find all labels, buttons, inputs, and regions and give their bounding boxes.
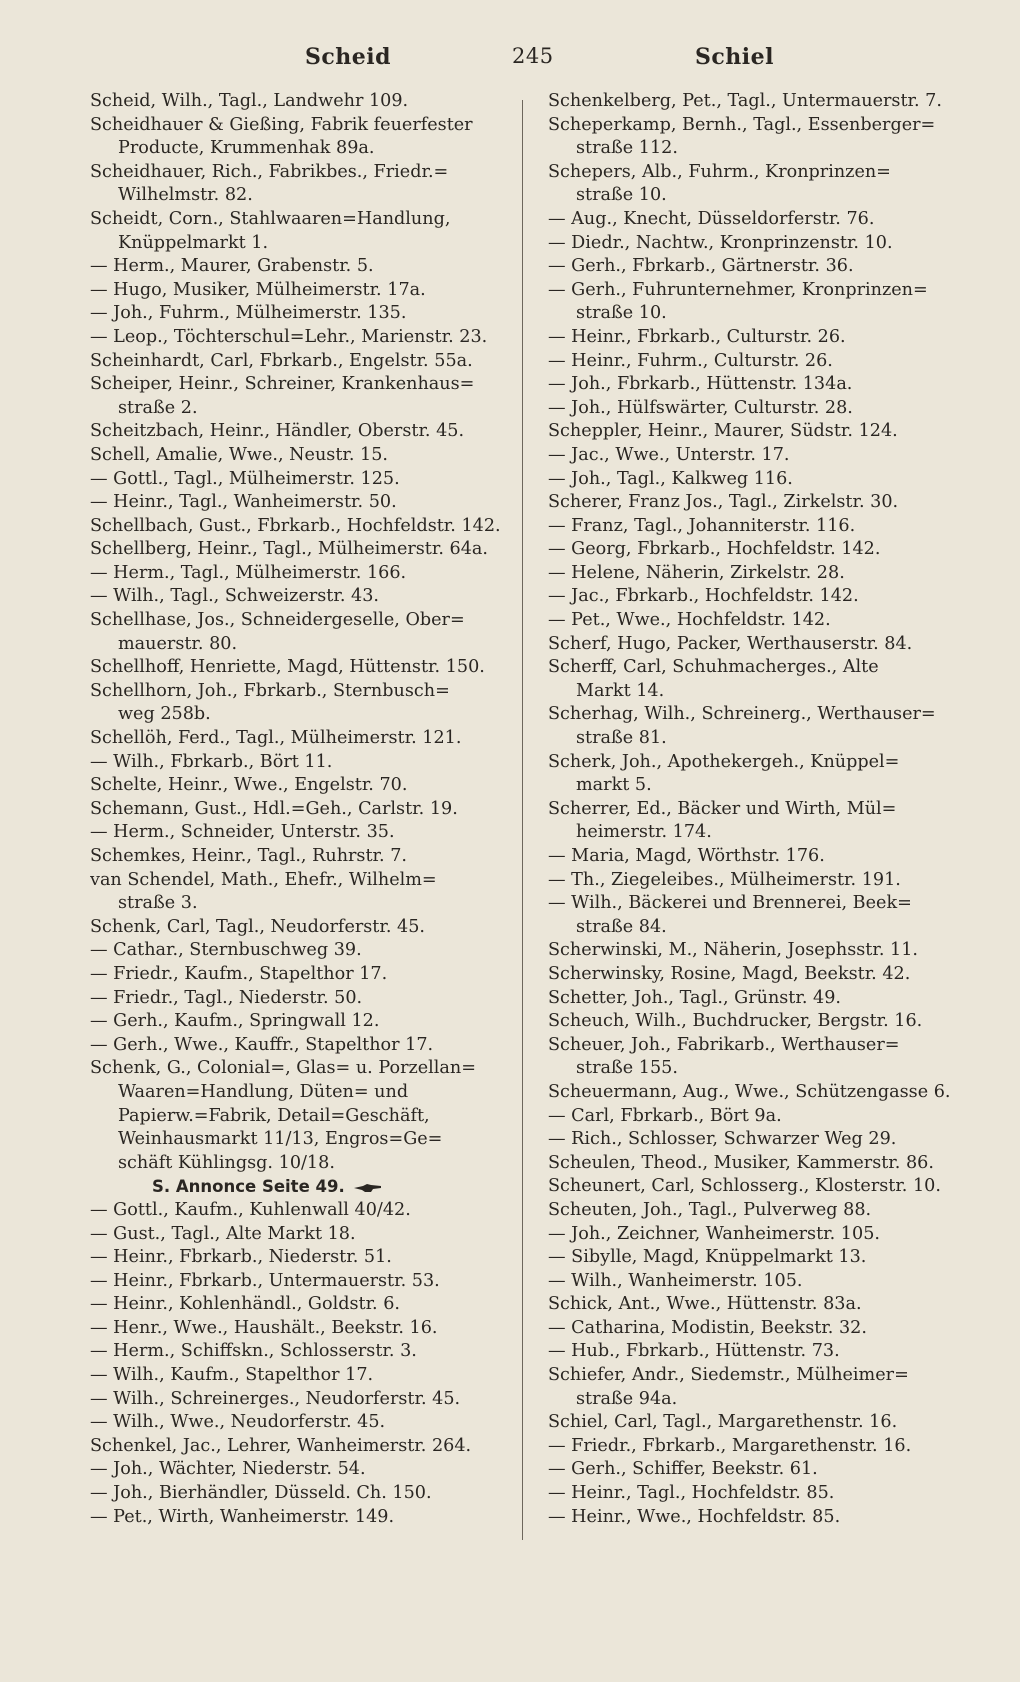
directory-entry — [90, 845, 510, 869]
directory-entry — [90, 137, 510, 161]
directory-entry — [90, 1482, 510, 1506]
directory-entry — [90, 1317, 510, 1341]
entry-text: — Rich., Schlosser, Schwarzer Weg 29. — [548, 1129, 897, 1150]
directory-entry — [90, 1388, 510, 1412]
directory-entry — [90, 656, 510, 680]
directory-entry — [548, 751, 976, 775]
entry-text: — Helene, Näherin, Zirkelstr. 28. — [548, 562, 845, 583]
entry-text: straße 112. — [576, 138, 678, 159]
entry-text: — Hugo, Musiker, Mülheimerstr. 17a. — [90, 279, 426, 300]
entry-text: straße 10. — [576, 185, 667, 206]
directory-entry — [548, 892, 976, 916]
directory-entry — [548, 1152, 976, 1176]
entry-text: — Franz, Tagl., Johanniterstr. 116. — [548, 515, 856, 536]
entry-text: Schenkel, Jac., Lehrer, Wanheimerstr. 264. — [90, 1435, 472, 1456]
entry-text: Scheid, Wilh., Tagl., Landwehr 109. — [90, 91, 409, 111]
directory-entry — [548, 1317, 976, 1341]
directory-entry — [548, 727, 976, 751]
directory-entry — [548, 703, 976, 727]
entry-text: — Gerh., Fbrkarb., Gärtnerstr. 36. — [548, 256, 854, 277]
directory-entry — [90, 609, 510, 633]
entry-text: Schellhoff, Henriette, Magd, Hüttenstr. 150. — [90, 657, 485, 678]
entry-text: — Heinr., Tagl., Hochfeldstr. 85. — [548, 1483, 835, 1504]
directory-entry — [548, 420, 976, 444]
directory-entry — [548, 987, 976, 1011]
directory-entry — [548, 1246, 976, 1270]
directory-entry — [548, 491, 976, 515]
directory-entry — [548, 1175, 976, 1199]
directory-entry — [548, 1293, 976, 1317]
entry-text: — Sibylle, Magd, Knüppelmarkt 13. — [548, 1247, 867, 1268]
entry-text: heimerstr. 174. — [576, 822, 712, 843]
entry-text: Schellöh, Ferd., Tagl., Mülheimerstr. 121. — [90, 728, 462, 749]
entry-text: — Gottl., Tagl., Mülheimerstr. 125. — [90, 468, 400, 489]
directory-entry — [90, 468, 510, 492]
directory-entry — [548, 350, 976, 374]
directory-entry — [548, 821, 976, 845]
entry-text: Schenk, G., Colonial=, Glas= u. Porzellan= — [90, 1058, 476, 1079]
entry-text: Schiel, Carl, Tagl., Margarethenstr. 16. — [548, 1412, 898, 1433]
entry-text: Schemann, Gust., Hdl.=Geh., Carlstr. 19. — [90, 798, 458, 819]
entry-text: — Wilh., Bäckerei und Brennerei, Beek= — [548, 893, 912, 914]
entry-text: — Diedr., Nachtw., Kronprinzenstr. 10. — [548, 232, 893, 253]
directory-entry — [548, 609, 976, 633]
directory-entry — [90, 373, 510, 397]
directory-entry — [548, 326, 976, 350]
directory-entry — [90, 633, 510, 657]
entry-text: — Herm., Maurer, Grabenstr. 5. — [90, 256, 374, 277]
directory-entry — [548, 255, 976, 279]
entry-text: — Gerh., Wwe., Kauffr., Stapelthor 17. — [90, 1034, 434, 1055]
entry-text: — Friedr., Fbrkarb., Margarethenstr. 16. — [548, 1435, 912, 1456]
directory-entry — [548, 916, 976, 940]
directory-entry — [90, 585, 510, 609]
directory-entry — [548, 562, 976, 586]
directory-entry — [548, 279, 976, 303]
entry-text: Schellbach, Gust., Fbrkarb., Hochfeldstr. 142. — [90, 515, 501, 536]
entry-text: — Carl, Fbrkarb., Bört 9a. — [548, 1105, 782, 1126]
entry-text: Schenkelberg, Pet., Tagl., Untermauerstr. 7. — [548, 91, 942, 111]
page-number: 245 — [512, 44, 554, 68]
entry-text: Schick, Ant., Wwe., Hüttenstr. 83a. — [548, 1294, 862, 1315]
directory-entry — [90, 326, 510, 350]
entry-text: Scheidhauer, Rich., Fabrikbes., Friedr.= — [90, 161, 449, 182]
entry-text: Scheunert, Carl, Schlosserg., Klosterstr. 10. — [548, 1176, 941, 1197]
directory-entry — [548, 538, 976, 562]
right-column — [548, 90, 976, 1529]
entry-text: Scheuer, Joh., Fabrikarb., Werthauser= — [548, 1034, 900, 1055]
entry-text: — Gerh., Fuhrunternehmer, Kronprinzen= — [548, 279, 928, 300]
entry-text: — Heinr., Fbrkarb., Niederstr. 51. — [90, 1247, 392, 1268]
entry-text: Schiefer, Andr., Siedemstr., Mülheimer= — [548, 1365, 909, 1386]
pointing-hand-icon — [353, 1183, 383, 1193]
entry-text: — Joh., Bierhändler, Düsseld. Ch. 150. — [90, 1483, 432, 1504]
entry-text: Scheperkamp, Bernh., Tagl., Essenberger= — [548, 114, 936, 135]
entry-text: — Pet., Wirth, Wanheimerstr. 149. — [90, 1506, 395, 1527]
entry-text: Scherff, Carl, Schuhmacherges., Alte — [548, 657, 879, 678]
directory-entry — [90, 1270, 510, 1294]
entry-text: Producte, Krummenhak 89a. — [118, 138, 375, 159]
directory-entry — [548, 1128, 976, 1152]
entry-text: — Hub., Fbrkarb., Hüttenstr. 73. — [548, 1341, 840, 1362]
directory-entry — [548, 1270, 976, 1294]
directory-entry — [90, 727, 510, 751]
entry-text: — Herm., Schneider, Unterstr. 35. — [90, 822, 395, 843]
entry-text: — Joh., Zeichner, Wanheimerstr. 105. — [548, 1223, 880, 1244]
directory-entry — [90, 255, 510, 279]
entry-text: weg 258b. — [118, 704, 211, 725]
directory-entry — [90, 1081, 510, 1105]
entry-text: Scheuch, Wilh., Buchdrucker, Bergstr. 16. — [548, 1011, 923, 1032]
directory-entry — [548, 444, 976, 468]
directory-entry — [548, 515, 976, 539]
directory-entry — [90, 680, 510, 704]
directory-entry — [548, 184, 976, 208]
entry-text: Weinhausmarkt 11/13, Engros=Ge= — [118, 1129, 443, 1150]
directory-entry — [90, 1010, 510, 1034]
entry-text: straße 84. — [576, 916, 667, 937]
directory-entry — [548, 656, 976, 680]
directory-entry — [90, 491, 510, 515]
directory-entry — [548, 397, 976, 421]
entry-text: — Catharina, Modistin, Beekstr. 32. — [548, 1317, 867, 1338]
entry-text: — Joh., Wächter, Niederstr. 54. — [90, 1459, 366, 1480]
entry-text: Scheulen, Theod., Musiker, Kammerstr. 86. — [548, 1152, 934, 1173]
entry-text: markt 5. — [576, 775, 652, 796]
directory-entry — [90, 1105, 510, 1129]
entry-text: Schelte, Heinr., Wwe., Engelstr. 70. — [90, 775, 408, 796]
directory-entry — [548, 633, 976, 657]
directory-entry — [90, 538, 510, 562]
annonce-reference — [90, 1175, 510, 1199]
entry-text: Scherk, Joh., Apothekergeh., Knüppel= — [548, 751, 900, 772]
entry-text: — Jac., Wwe., Unterstr. 17. — [548, 444, 790, 465]
entry-text: — Wilh., Fbrkarb., Bört 11. — [90, 751, 333, 772]
directory-entry — [548, 1034, 976, 1058]
entry-text: Scheuermann, Aug., Wwe., Schützengasse 6. — [548, 1081, 951, 1102]
entry-text: Schepers, Alb., Fuhrm., Kronprinzen= — [548, 161, 891, 182]
directory-entry — [90, 397, 510, 421]
header-left-keyword: Scheid — [305, 44, 392, 70]
entry-text: — Jac., Fbrkarb., Hochfeldstr. 142. — [548, 586, 859, 607]
entry-text: Schellhase, Jos., Schneidergeselle, Ober= — [90, 610, 465, 631]
directory-entry — [548, 774, 976, 798]
entry-text: — Cathar., Sternbuschweg 39. — [90, 940, 362, 961]
directory-entry — [548, 1057, 976, 1081]
directory-entry — [548, 680, 976, 704]
directory-entry — [90, 302, 510, 326]
directory-entry — [90, 208, 510, 232]
entry-text: straße 10. — [576, 303, 667, 324]
entry-text: Schell, Amalie, Wwe., Neustr. 15. — [90, 444, 389, 465]
entry-text: Papierw.=Fabrik, Detail=Geschäft, — [118, 1105, 430, 1126]
directory-entry — [90, 1128, 510, 1152]
directory-entry — [548, 1010, 976, 1034]
directory-entry — [90, 1340, 510, 1364]
entry-text: — Heinr., Kohlenhändl., Goldstr. 6. — [90, 1294, 401, 1315]
entry-text: Markt 14. — [576, 680, 665, 701]
directory-entry — [90, 774, 510, 798]
directory-entry — [548, 161, 976, 185]
entry-text: Scherhag, Wilh., Schreinerg., Werthauser= — [548, 704, 936, 725]
entry-text: — Friedr., Tagl., Niederstr. 50. — [90, 987, 363, 1008]
directory-entry — [90, 1435, 510, 1459]
directory-entry — [90, 114, 510, 138]
directory-entry — [548, 1364, 976, 1388]
directory-entry — [90, 798, 510, 822]
directory-entry — [90, 1293, 510, 1317]
entry-text: — Georg, Fbrkarb., Hochfeldstr. 142. — [548, 539, 881, 560]
directory-entry — [548, 232, 976, 256]
directory-entry — [90, 1152, 510, 1176]
entry-text: — Heinr., Fbrkarb., Untermauerstr. 53. — [90, 1270, 440, 1291]
directory-entry — [90, 1246, 510, 1270]
entry-text: — Henr., Wwe., Haushält., Beekstr. 16. — [90, 1317, 438, 1338]
directory-entry — [90, 1411, 510, 1435]
entry-text: straße 155. — [576, 1058, 678, 1079]
directory-entry — [90, 939, 510, 963]
entry-text: — Joh., Fuhrm., Mülheimerstr. 135. — [90, 303, 407, 324]
directory-entry — [90, 350, 510, 374]
entry-text: — Maria, Magd, Wörthstr. 176. — [548, 846, 825, 866]
entry-text: Schemkes, Heinr., Tagl., Ruhrstr. 7. — [90, 846, 407, 866]
directory-entry — [90, 987, 510, 1011]
directory-entry — [548, 1199, 976, 1223]
directory-entry — [548, 1105, 976, 1129]
directory-entry — [90, 444, 510, 468]
directory-entry — [548, 468, 976, 492]
entry-text: — Gust., Tagl., Alte Markt 18. — [90, 1223, 356, 1244]
entry-text: straße 2. — [118, 397, 198, 418]
entry-text: Scheidhauer & Gießing, Fabrik feuerfester — [90, 114, 473, 135]
directory-entry — [90, 751, 510, 775]
left-column — [90, 90, 510, 1529]
directory-entry — [90, 1506, 510, 1530]
directory-entry — [548, 1482, 976, 1506]
entry-text: Scherwinski, M., Näherin, Josephsstr. 11. — [548, 940, 919, 961]
entry-text: — Leop., Töchterschul=Lehr., Marienstr. 23. — [90, 326, 488, 347]
entry-text: Schenk, Carl, Tagl., Neudorferstr. 45. — [90, 916, 426, 937]
header-right-keyword: Schiel — [695, 44, 774, 70]
directory-entry — [90, 1057, 510, 1081]
directory-entry — [548, 1388, 976, 1412]
entry-text: — Heinr., Tagl., Wanheimerstr. 50. — [90, 492, 397, 513]
entry-text: Schetter, Joh., Tagl., Grünstr. 49. — [548, 987, 842, 1008]
directory-entry — [548, 90, 976, 114]
entry-text: — Herm., Schiffskn., Schlosserstr. 3. — [90, 1341, 417, 1362]
entry-text: — Gerh., Kaufm., Springwall 12. — [90, 1011, 380, 1032]
directory-entry — [548, 1223, 976, 1247]
directory-entry — [548, 302, 976, 326]
directory-entry — [548, 939, 976, 963]
entry-text: — Gottl., Kaufm., Kuhlenwall 40/42. — [90, 1199, 411, 1220]
directory-entry — [90, 1034, 510, 1058]
directory-entry — [90, 916, 510, 940]
directory-entry — [548, 1411, 976, 1435]
entry-text: Scherf, Hugo, Packer, Werthauserstr. 84. — [548, 633, 913, 654]
directory-entry — [548, 963, 976, 987]
entry-text: Scheidt, Corn., Stahlwaaren=Handlung, — [90, 208, 451, 229]
directory-entry — [90, 1364, 510, 1388]
entry-text: — Joh., Hülfswärter, Culturstr. 28. — [548, 397, 853, 418]
entry-text: Schellberg, Heinr., Tagl., Mülheimerstr. 64a. — [90, 539, 489, 560]
entry-text: Scherer, Franz Jos., Tagl., Zirkelstr. 30. — [548, 492, 899, 513]
directory-entry — [548, 869, 976, 893]
entry-text: mauerstr. 80. — [118, 633, 238, 654]
directory-entry — [90, 963, 510, 987]
entry-text: — Heinr., Fuhrm., Culturstr. 26. — [548, 350, 833, 371]
entry-text: Scheppler, Heinr., Maurer, Südstr. 124. — [548, 421, 898, 442]
directory-entry — [90, 892, 510, 916]
entry-text: — Joh., Fbrkarb., Hüttenstr. 134a. — [548, 374, 853, 395]
entry-text: — Joh., Tagl., Kalkweg 116. — [548, 468, 793, 489]
directory-entry — [90, 184, 510, 208]
directory-entry — [90, 703, 510, 727]
entry-text: — Wilh., Wanheimerstr. 105. — [548, 1270, 803, 1291]
entry-text: Waaren=Handlung, Düten= und — [118, 1081, 409, 1102]
entry-text: van Schendel, Math., Ehefr., Wilhelm= — [90, 869, 437, 890]
directory-entry — [548, 585, 976, 609]
directory-entry — [90, 1458, 510, 1482]
directory-entry — [548, 114, 976, 138]
directory-entry — [90, 420, 510, 444]
entry-text: Wilhelmstr. 82. — [118, 185, 253, 206]
entry-text: Scheuten, Joh., Tagl., Pulverweg 88. — [548, 1199, 872, 1220]
entry-text: — Herm., Tagl., Mülheimerstr. 166. — [90, 562, 407, 583]
entry-text: Scheitzbach, Heinr., Händler, Oberstr. 45. — [90, 421, 465, 442]
entry-text: straße 94a. — [576, 1388, 678, 1409]
entry-text: Scherwinsky, Rosine, Magd, Beekstr. 42. — [548, 963, 911, 984]
entry-text: Knüppelmarkt 1. — [118, 232, 269, 253]
entry-text: — Friedr., Kaufm., Stapelthor 17. — [90, 963, 388, 984]
entry-text: — Wilh., Schreinerges., Neudorferstr. 45. — [90, 1388, 461, 1409]
entry-text: — Heinr., Fbrkarb., Culturstr. 26. — [548, 326, 846, 347]
entry-text: schäft Kühlingsg. 10/18. — [118, 1152, 335, 1173]
entry-text: straße 3. — [118, 893, 198, 914]
entry-text: — Wilh., Kaufm., Stapelthor 17. — [90, 1365, 374, 1386]
entry-text: — Pet., Wwe., Hochfeldstr. 142. — [548, 610, 831, 631]
directory-entry — [90, 161, 510, 185]
column-divider — [522, 100, 523, 1540]
directory-entry — [90, 90, 510, 114]
page-header — [0, 44, 1020, 84]
directory-entry — [90, 821, 510, 845]
entry-text: Schellhorn, Joh., Fbrkarb., Sternbusch= — [90, 680, 450, 701]
directory-entry — [548, 1340, 976, 1364]
directory-entry — [90, 562, 510, 586]
directory-entry — [90, 515, 510, 539]
entry-text: Scheinhardt, Carl, Fbrkarb., Engelstr. 55a. — [90, 350, 473, 371]
directory-entry — [548, 208, 976, 232]
entry-text: — Aug., Knecht, Düsseldorferstr. 76. — [548, 208, 875, 229]
directory-entry — [90, 1223, 510, 1247]
entry-text: — Wilh., Tagl., Schweizerstr. 43. — [90, 586, 380, 607]
directory-entry — [90, 279, 510, 303]
directory-entry — [548, 137, 976, 161]
directory-entry — [548, 1506, 976, 1530]
entry-text: — Th., Ziegeleibes., Mülheimerstr. 191. — [548, 869, 901, 890]
directory-entry — [548, 1435, 976, 1459]
directory-entry — [548, 1458, 976, 1482]
directory-entry — [548, 845, 976, 869]
entry-text: — Gerh., Schiffer, Beekstr. 61. — [548, 1459, 818, 1480]
entry-text: — Heinr., Wwe., Hochfeldstr. 85. — [548, 1506, 841, 1527]
directory-entry — [548, 373, 976, 397]
directory-entry — [90, 869, 510, 893]
entry-text: Scheiper, Heinr., Schreiner, Krankenhaus= — [90, 374, 475, 395]
entry-text: straße 81. — [576, 728, 667, 749]
directory-entry — [548, 1081, 976, 1105]
entry-text: Scherrer, Ed., Bäcker und Wirth, Mül= — [548, 798, 897, 819]
entry-text: — Wilh., Wwe., Neudorferstr. 45. — [90, 1412, 386, 1433]
directory-entry — [90, 232, 510, 256]
entry-text: S. Annonce Seite 49. — [152, 1177, 345, 1197]
directory-entry — [548, 798, 976, 822]
directory-entry — [90, 1199, 510, 1223]
